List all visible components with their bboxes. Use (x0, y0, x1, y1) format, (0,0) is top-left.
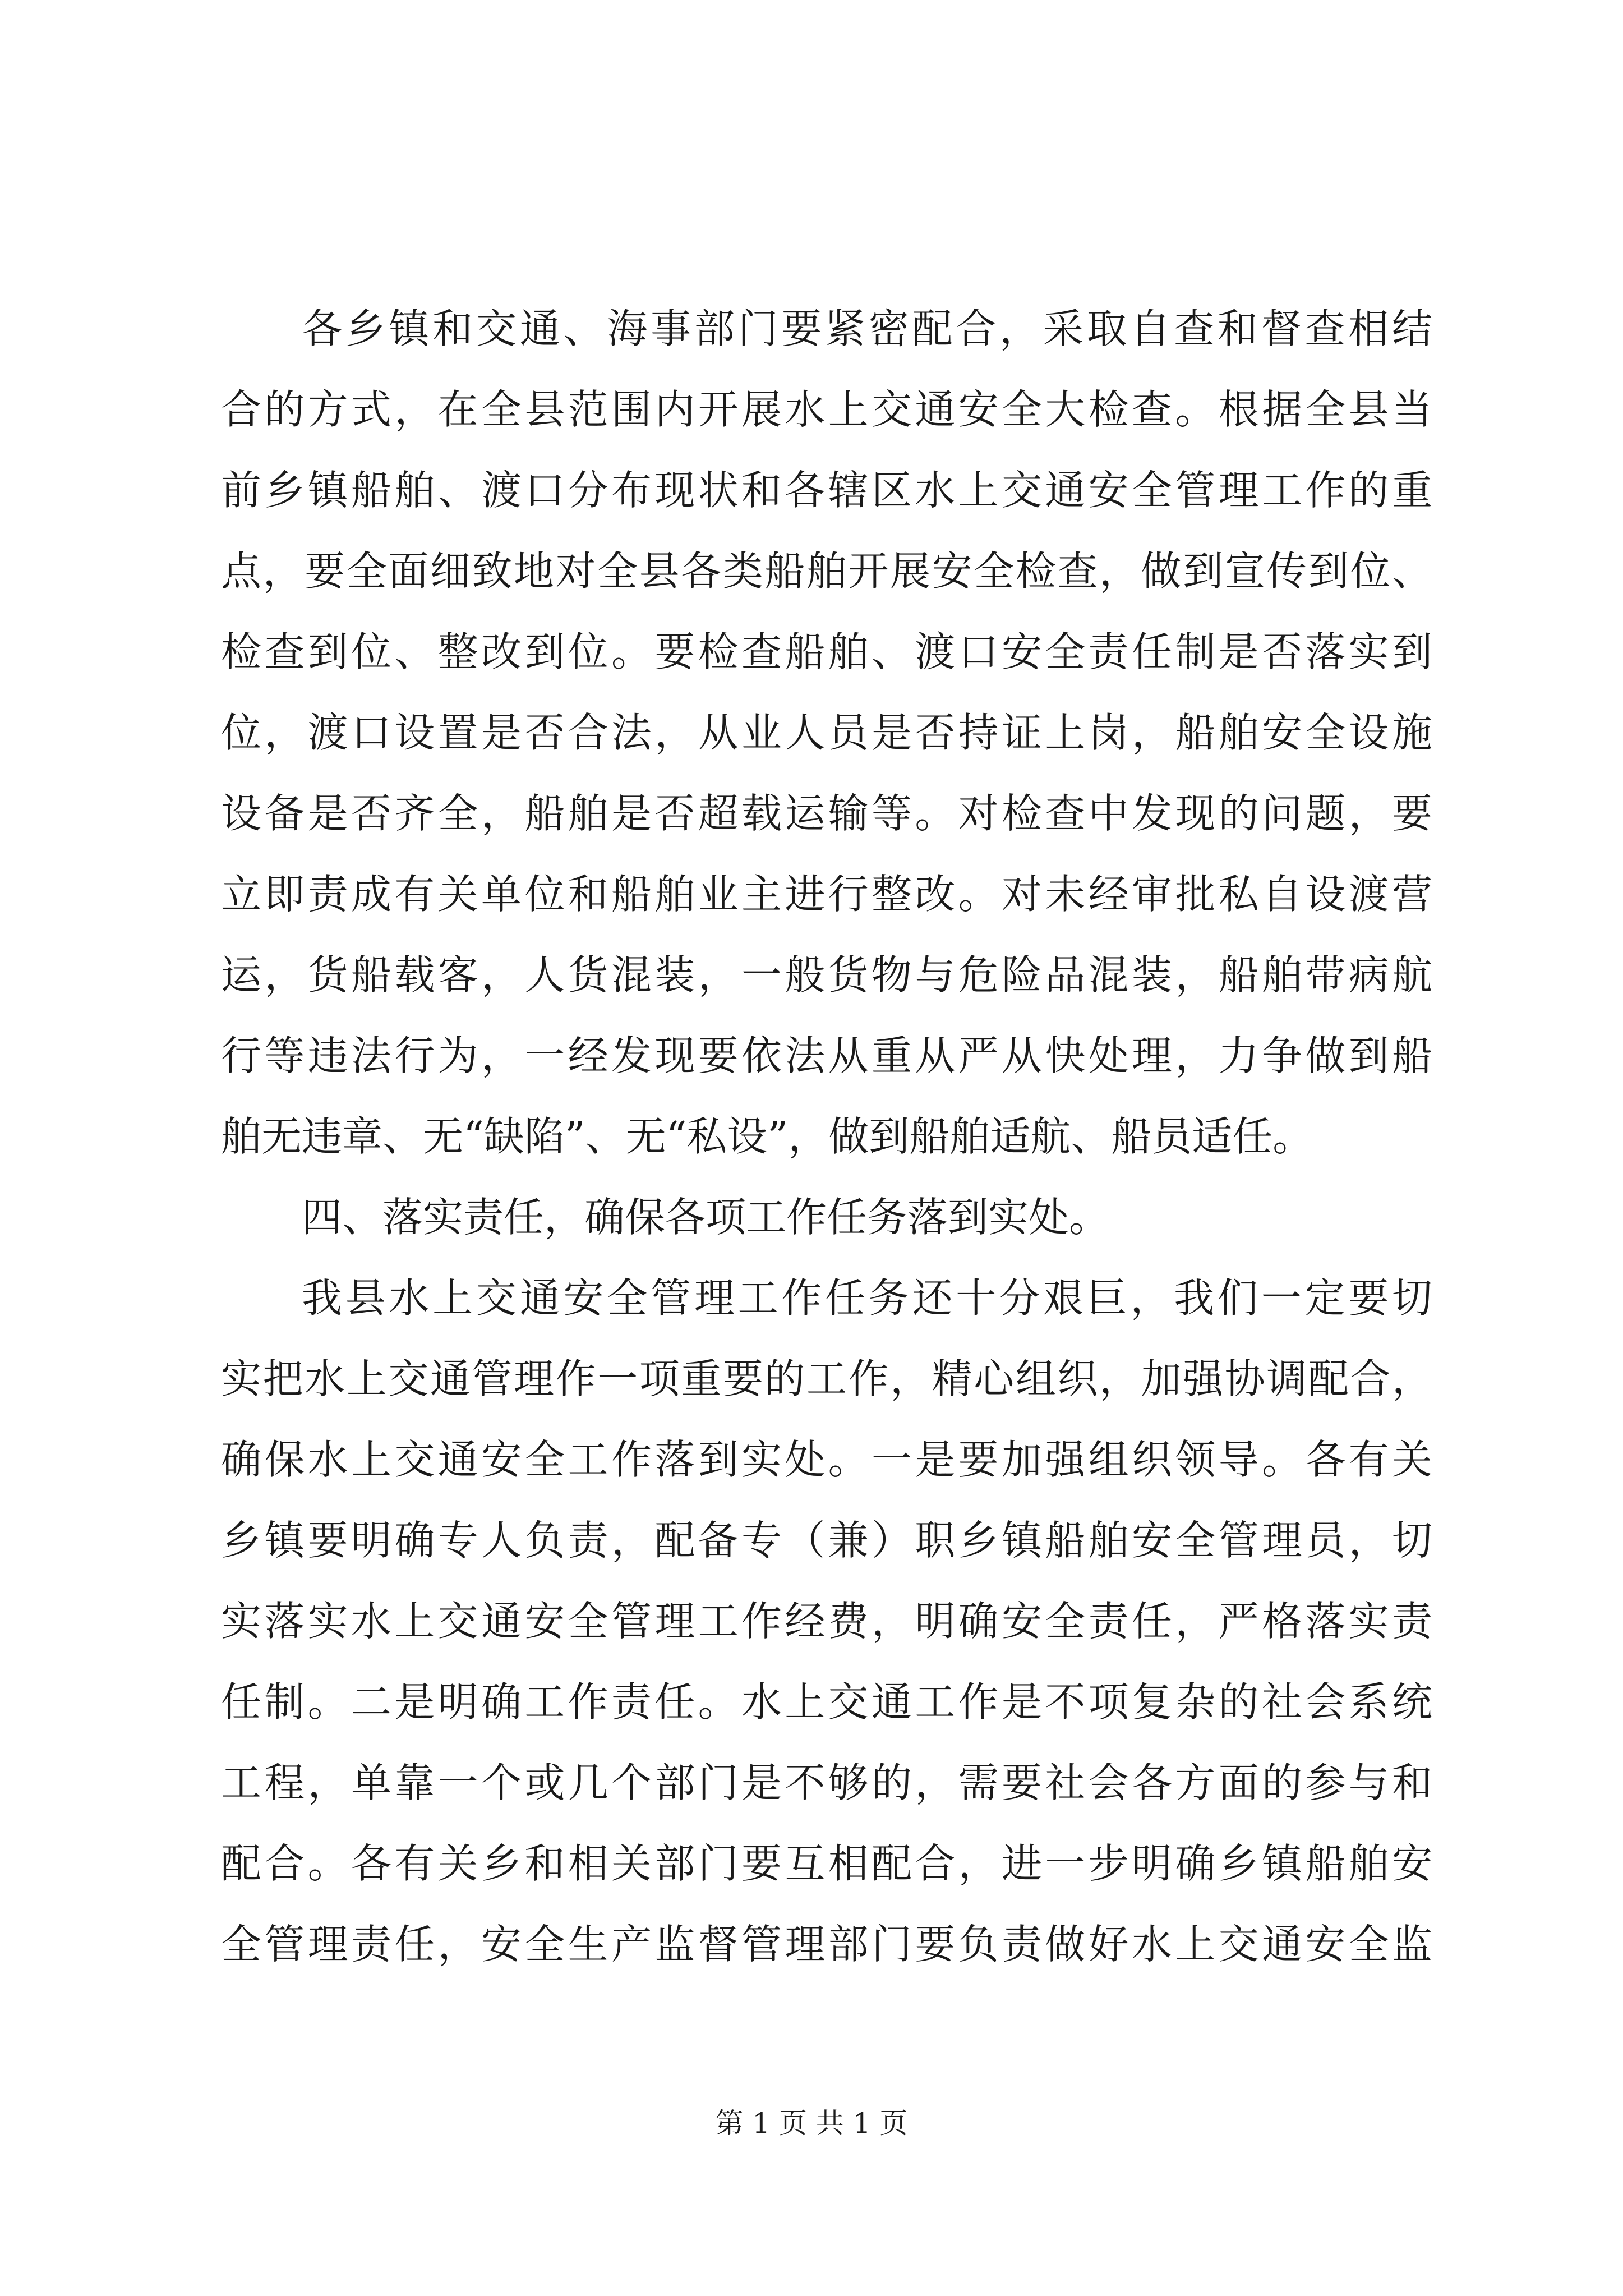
paragraph-2-line-8: 配合。各有关乡和相关部门要互相配合，进一步明确乡镇船舶安 (221, 1840, 1432, 1887)
paragraph-2-line-4: 乡镇要明确专人负责，配备专（兼）职乡镇船舶安全管理员，切 (221, 1517, 1432, 1564)
paragraph-1-line-8: 立即责成有关单位和船舶业主进行整改。对未经审批私自设渡营 (221, 871, 1432, 918)
paragraph-1-line-7: 设备是否齐全，船舶是否超载运输等。对检查中发现的问题，要 (221, 790, 1432, 837)
paragraph-1-line-3: 前乡镇船舶、渡口分布现状和各辖区水上交通安全管理工作的重 (221, 467, 1432, 514)
paragraph-2-line-5: 实落实水上交通安全管理工作经费，明确安全责任，严格落实责 (221, 1598, 1432, 1645)
paragraph-1-line-9: 运，货船载客，人货混装，一般货物与危险品混装，船舶带病航 (221, 951, 1432, 999)
paragraph-2-line-1: 我县水上交通安全管理工作任务还十分艰巨，我们一定要切 (302, 1274, 1432, 1322)
paragraph-1-line-2: 合的方式，在全县范围内开展水上交通安全大检查。根据全县当 (221, 386, 1432, 433)
page-footer (0, 2106, 1623, 2140)
paragraph-1-line-1: 各乡镇和交通、海事部门要紧密配合，采取自查和督查相结 (302, 305, 1432, 352)
page-number-label: 第 1 页 共 1 页 (715, 2107, 908, 2139)
paragraph-2-line-9: 全管理责任，安全生产监督管理部门要负责做好水上交通安全监 (221, 1921, 1432, 1968)
paragraph-1-line-10: 行等违法行为，一经发现要依法从重从严从快处理，力争做到船 (221, 1032, 1432, 1079)
paragraph-1-line-11: 舶无违章、无“缺陷”、无“私设”，做到船舶适航、船员适任。 (221, 1113, 1313, 1160)
paragraph-1-line-6: 位，渡口设置是否合法，从业人员是否持证上岗，船舶安全设施 (221, 709, 1432, 756)
paragraph-2-line-3: 确保水上交通安全工作落到实处。一是要加强组织领导。各有关 (221, 1436, 1432, 1483)
section-heading: 四、落实责任，确保各项工作任务落到实处。 (302, 1194, 1110, 1241)
paragraph-1-line-4: 点，要全面细致地对全县各类船舶开展安全检查，做到宣传到位、 (221, 547, 1432, 595)
paragraph-2-line-7: 工程，单靠一个或几个部门是不够的，需要社会各方面的参与和 (221, 1759, 1432, 1806)
paragraph-2-line-2: 实把水上交通管理作一项重要的工作，精心组织，加强协调配合， (221, 1355, 1432, 1402)
document-body (221, 288, 1432, 1985)
paragraph-2-line-6: 任制。二是明确工作责任。水上交通工作是不项复杂的社会系统 (221, 1678, 1432, 1726)
paragraph-1-line-5: 检查到位、整改到位。要检查船舶、渡口安全责任制是否落实到 (221, 628, 1432, 675)
